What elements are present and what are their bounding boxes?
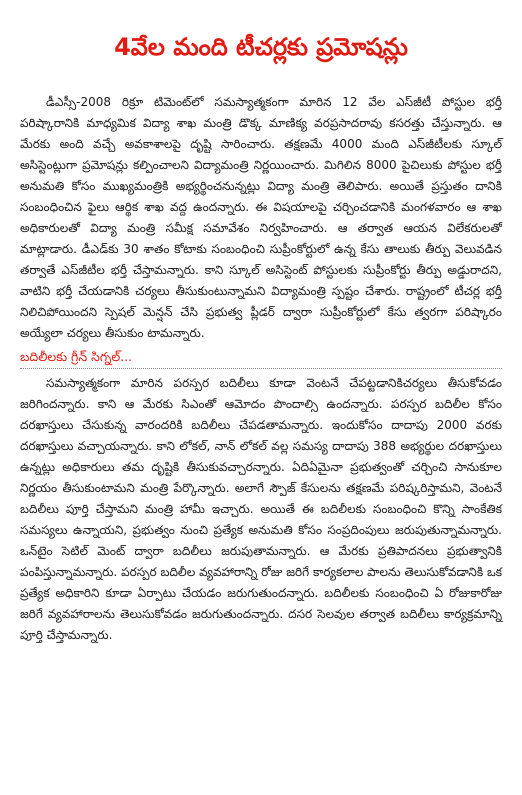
article-body <box>20 92 502 646</box>
divider <box>20 368 502 369</box>
headline: 4వేల మంది టీచర్లకు ప్రమోషన్లు <box>114 33 408 61</box>
paragraph-promotions: డీఎస్సీ-2008 రిక్రూ టిమెంట్‌లో సమస్యాత్మకంగా మారిన 12 వేల ఎస్‌జీటీ పోస్టుల భర్తీ పరిష్కారానికి మాధ్యమిక విద్యా శాఖ మంత్రి డొక్క మాణిక్య వరప్రసాదరావు కసరత్తు చేస్తున్నారు. ఆ మేరకు అంది వచ్చే అవకాశాలపై దృష్టి సారించారు. తక్షణమే 4000 మంది ఎస్‌జీటీలకు స్కూల్ అసిస్టెంట్లుగా ప్రమోషన్లు కల్పించాలని విద్యామంత్రి నిర్ణయించారు. మిగిలిన 8000 పైచిలుకు పోస్టుల భర్తీ అనుమతి కోసం ముఖ్యమంత్రికి అభ్యర్థించనున్నట్లు విద్యా మంత్రి తెలిపారు. అయితే ప్రస్తుతం దానికి సంబంధించిన ఫైలు ఆర్థిక శాఖ వద్ద ఉందన్నారు. ఈ విషయాలపై చర్చించడానికి మంగళవారం ఆ శాఖ అధికారులతో విద్యా మంత్రి సమీక్ష సమావేశం నిర్వహించారు. ఆ తర్వాత ఆయన విలేకరులతో మాట్లాడారు. డీఎడ్‌కు 30 శాతం కోటాకు సంబంధించి సుప్రీంకోర్టులో ఉన్న కేసు తాలుకు తీర్పు వెలువడిన తర్వాతే ఎస్‌జీటీల భర్తీ చేస్తామన్నారు. కాని స్కూల్ అసిస్టెంట్ పోస్టులకు సుప్రీంకోర్టు తీర్పు అడ్డురాదని, వాటిని భర్తీ చేయడానికి చర్యలు తీసుకుంటున్నామని విద్యామంత్రి స్పష్టం చేశారు. రాష్ట్రంలో టీచర్ల భర్తీ నిలిచిపోయిందని స్పెషల్ మెన్షన్ చేసి ప్రభుత్వ ప్లీడర్ ద్వారా సుప్రీంకోర్టులో కేసు త్వరగా పరిష్కారం అయ్యేలా చర్యలు తీసుకుం టామన్నారు. <box>20 95 502 340</box>
paragraph-transfers: సమస్యాత్మకంగా మారిన పరస్పర బదిలీలు కూడా వెంటనే చేపట్టడానికిచర్యలు తీసుకోవడం జరిగిందన్నారు. కాని ఆ మేరకు సిఎంతో ఆమోదం పొందాల్సి ఉందన్నారు. పరస్పర బదిలీల కోసం దరఖాస్తులు చేసుకున్న వారందరికి బదిలీలు చేపడతామన్నారు. ఇందుకోసం దాదాపు 2000 వరకు దరఖాస్తులు వచ్చాయన్నారు. కాని లోకల్, నాన్ లోకల్ వల్ల సమస్య దాదాపు 388 అభ్యర్థుల దరఖాస్తులు ఉన్నట్లు అధికారులు తమ దృష్టికి తీసుకువచ్చారన్నారు. ఏదిఏమైనా ప్రభుత్వంతో చర్చించి సానుకూల నిర్ణయం తీసుకుంటామని మంత్రి పేర్కొన్నారు. అలాగే స్పౌజ్ కేసులను తక్షణమే పరిష్కరిస్తామని, వెంటనే బదిలీలు పూర్తి చేస్తామని మంత్రి హామీ ఇచ్చారు. అయితే ఈ బదిలీలకు సంబంధించి కొన్ని సాంకేతిక సమస్యలు ఉన్నాయని, ప్రభుత్వం నుంచి ప్రత్యేక అనుమతి కోసం సంప్రదింపులు జరుపుతున్నామన్నారు. ఒన్‌టైం సెటిల్ మెంట్ ద్వారా బదిలీలు జరుపుతామన్నారు. ఆ మేరకు ప్రతిపాదనలు ప్రభుత్వానికి పంపిస్తున్నామన్నారు. పరస్పర బదిలీల వ్యవహారాన్ని రోజు జరిగే కార్యకలాల పాలను తెలుసుకోవడానికి ఒక ప్రత్యేక అధికారిని కూడా ఏర్పాటు చేయడం జరుగుతుందన్నారు. బదిలీలకు సంబంధించి ఏ రోజుకారోజు జరిగే వ్యవహారాలను తెలుసుకోవడం జరుగుతుందన్నారు. దసర సెలవుల తర్వాత బదిలీలు కార్యక్రమాన్ని పూర్తి చేస్తామన్నారు. <box>20 376 502 642</box>
subheading-transfers: బదిలీలకు గ్రీన్ సిగ్నల్... <box>20 349 133 364</box>
